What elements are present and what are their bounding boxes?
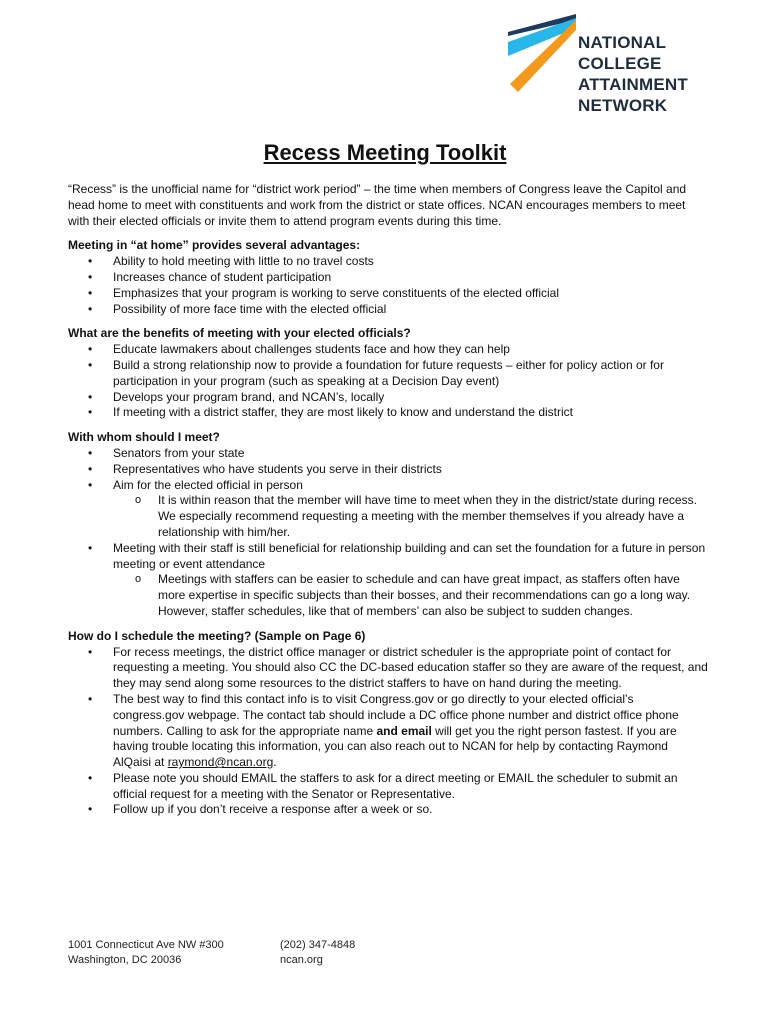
footer-address (68, 938, 224, 968)
logo-wordmark (578, 32, 688, 116)
list-item (68, 692, 708, 771)
phone-number: (202) 347-4848 (280, 939, 356, 951)
logo-line: ATTAINMENT (578, 75, 688, 94)
list-item-text: Aim for the elected official in person (113, 477, 303, 492)
list-item: • Emphasizes that your program is working to serve constituents of the elected official (68, 286, 708, 302)
list-item-text: Meeting with their staff is still beneficial for relationship building and can set the foundation for a future in person meeting or event attendance (113, 540, 706, 571)
schedule-list (68, 645, 708, 819)
intro-paragraph: “Recess” is the unofficial name for “district work period” – the time when members of Congress leave the Capitol and head home to meet with constituents and work from the district or state offices. NCAN encourages members to meet with their elected officials or invite them to attend program events during this time. (68, 182, 687, 228)
list-item-text: . (273, 755, 277, 770)
section-heading-schedule: How do I schedule the meeting? (Sample on Page 6) (68, 628, 366, 643)
ncan-logo (500, 12, 700, 122)
list-item: • Possibility of more face time with the elected official (68, 302, 708, 318)
sub-list-item: o It is within reason that the member will have time to meet when they in the district/state during recess. We especially recommend requesting a meeting with the member themselves if you already have a relationship with him/her. (113, 493, 708, 540)
email-link[interactable]: raymond@ncan.org (167, 755, 274, 770)
list-item: • Representatives who have students you serve in their districts (68, 462, 708, 478)
list-item: • Increases chance of student participation (68, 270, 708, 286)
list-item: • Educate lawmakers about challenges students face and how they can help (68, 342, 708, 358)
address-line: 1001 Connecticut Ave NW #300 (68, 939, 224, 951)
document-body (68, 182, 708, 827)
list-item: • For recess meetings, the district office manager or district scheduler is the appropriate point of contact for requesting a meeting. You should also CC the DC-based education staffer so they are aware of the request, and they may send along some resources to the district staffers to have on hand during the meeting. (68, 645, 708, 692)
sub-list (113, 572, 708, 619)
whom-list (68, 446, 708, 620)
advantages-list (68, 254, 708, 317)
logo-line: NATIONAL (578, 33, 667, 52)
list-item: • Please note you should EMAIL the staffers to ask for a direct meeting or EMAIL the scheduler to submit an official request for a meeting with the Senator or Representative. (68, 771, 708, 803)
list-item: • Develops your program brand, and NCAN’s, locally (68, 390, 708, 406)
address-line: Washington, DC 20036 (68, 954, 182, 966)
logo-line: COLLEGE (578, 54, 662, 73)
list-item-text: The best way to find this contact info is to visit Congress.gov or go directly to your elected official’s congress.gov webpage. The contact tab should include a DC office phone number and district office phone numbers. Calling to ask for the appropriate name (113, 691, 679, 738)
benefits-list (68, 342, 708, 421)
list-item (68, 541, 708, 620)
list-item: • Follow up if you don’t receive a response after a week or so. (68, 802, 708, 818)
list-item (68, 478, 708, 541)
ncan-logo-mark-icon (500, 12, 580, 102)
sub-list (113, 493, 708, 540)
section-heading-whom: With whom should I meet? (68, 430, 220, 445)
footer-contact (280, 938, 355, 968)
list-item: • Senators from your state (68, 446, 708, 462)
website-text: ncan.org (280, 954, 323, 966)
sub-list-item: o Meetings with staffers can be easier to schedule and can have great impact, as staffers often have more expertise in specific subjects than their bosses, and their recommendations can go a long way. However, staffer schedules, like that of members’ can also be subject to sudden changes. (113, 572, 708, 619)
page-title: Recess Meeting Toolkit (263, 140, 507, 165)
section-heading-advantages: Meeting in “at home” provides several advantages: (68, 238, 361, 253)
list-item: • Ability to hold meeting with little to no travel costs (68, 254, 708, 270)
list-item: • If meeting with a district staffer, they are most likely to know and understand the district (68, 405, 708, 421)
list-item: • Build a strong relationship now to provide a foundation for future requests – either for policy action or for participation in your program (such as speaking at a Decision Day event) (68, 358, 708, 390)
list-item-text: will get you the right person fastest. If you are having trouble locating this information, you can also reach out to NCAN for help by contacting Raymond AlQaisi at (113, 723, 677, 770)
logo-line: NETWORK (578, 96, 668, 115)
bold-text: and email (376, 723, 432, 738)
section-heading-benefits: What are the benefits of meeting with your elected officials? (68, 326, 411, 341)
